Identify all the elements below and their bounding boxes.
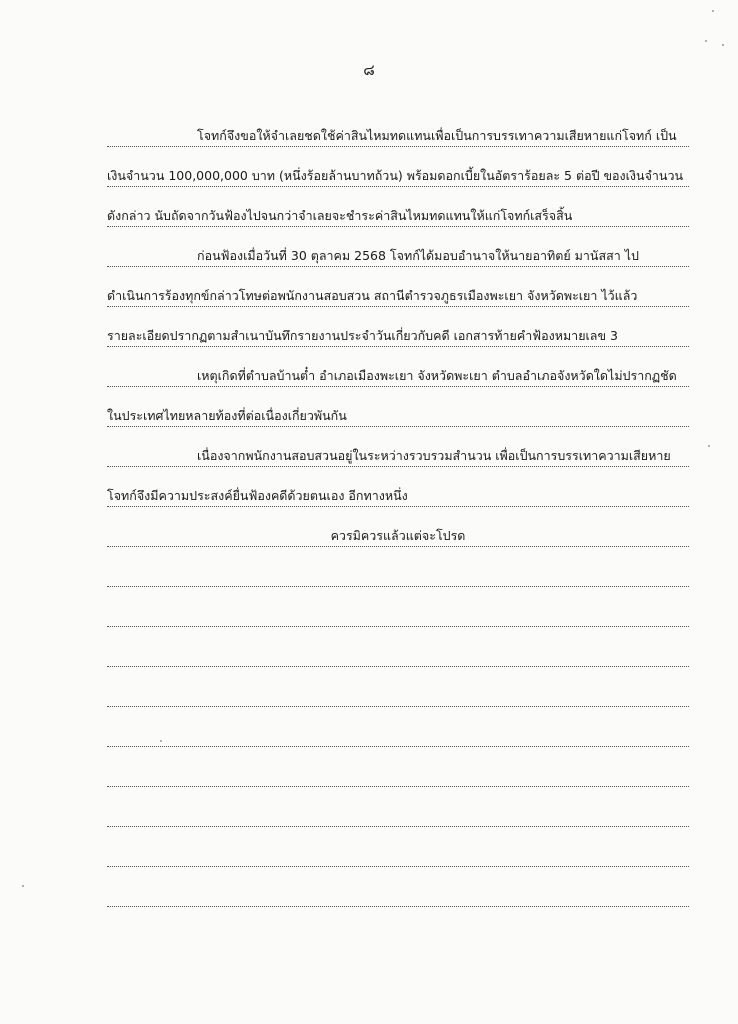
blank-ruled-line	[107, 646, 689, 667]
paragraph-2-line-1	[107, 246, 689, 267]
text-line: โจทก์จึงขอให้จำเลยชดใช้ค่าสินไหมทดแทนเพื่อเป็นการบรรเทาความเสียหายแก่โจทก์ เป็น	[197, 128, 677, 143]
text-line: ในประเทศไทยหลายท้องที่ต่อเนื่องเกี่ยวพันกัน	[107, 408, 347, 423]
page-number: ๘	[363, 61, 375, 79]
scan-speck	[705, 40, 707, 42]
paragraph-1-line-2	[107, 166, 689, 187]
paragraph-1-line-3	[107, 206, 689, 227]
paragraph-2-line-2	[107, 286, 689, 307]
text-line: ดังกล่าว นับถัดจากวันฟ้องไปจนกว่าจำเลยจะชำระค่าสินไหมทดแทนให้แก่โจทก์เสร็จสิ้น	[107, 208, 573, 223]
paragraph-3-line-1	[107, 366, 689, 387]
scan-speck	[160, 740, 162, 742]
blank-ruled-line	[107, 566, 689, 587]
blank-ruled-line	[107, 726, 689, 747]
blank-ruled-line	[107, 766, 689, 787]
blank-ruled-line	[107, 606, 689, 627]
scan-speck	[708, 445, 710, 447]
paragraph-3-line-2	[107, 406, 689, 427]
blank-ruled-line	[107, 806, 689, 827]
paragraph-2-line-3	[107, 326, 689, 347]
paragraph-4-line-1	[107, 446, 689, 467]
paragraph-1-line-1	[107, 126, 689, 147]
blank-ruled-line	[107, 846, 689, 867]
text-line: เหตุเกิดที่ตำบลบ้านต๋ำ อำเภอเมืองพะเยา จังหวัดพะเยา ตำบลอำเภอจังหวัดใดไม่ปรากฏชัด	[197, 368, 677, 383]
scan-speck	[22, 885, 24, 887]
text-line: โจทก์จึงมีความประสงค์ยื่นฟ้องคดีด้วยตนเอง อีกทางหนึ่ง	[107, 488, 408, 503]
scan-speck	[722, 44, 724, 46]
scan-speck	[712, 10, 714, 12]
blank-ruled-line	[107, 886, 689, 907]
text-line: ก่อนฟ้องเมื่อวันที่ 30 ตุลาคม 2568 โจทก์ได้มอบอำนาจให้นายอาทิตย์ มานัสสา ไป	[197, 248, 639, 263]
blank-ruled-line	[107, 686, 689, 707]
text-line: ดำเนินการร้องทุกข์กล่าวโทษต่อพนักงานสอบสวน สถานีตำรวจภูธรเมืองพะเยา จังหวัดพะเยา ไว้แล้ว	[107, 288, 638, 303]
paragraph-4-line-2	[107, 486, 689, 507]
text-line: เนื่องจากพนักงานสอบสวนอยู่ในระหว่างรวบรวมสำนวน เพื่อเป็นการบรรเทาความเสียหาย	[197, 448, 671, 463]
closing-text: ควรมิควรแล้วแต่จะโปรด	[330, 528, 466, 543]
closing-line	[107, 526, 689, 547]
text-line: เงินจำนวน 100,000,000 บาท (หนึ่งร้อยล้านบาทถ้วน) พร้อมดอกเบี้ยในอัตราร้อยละ 5 ต่อปี ของเงินจำนวน	[107, 168, 684, 183]
text-line: รายละเอียดปรากฏตามสำเนาบันทึกรายงานประจำวันเกี่ยวกับคดี เอกสารท้ายคำฟ้องหมายเลข 3	[107, 328, 618, 343]
